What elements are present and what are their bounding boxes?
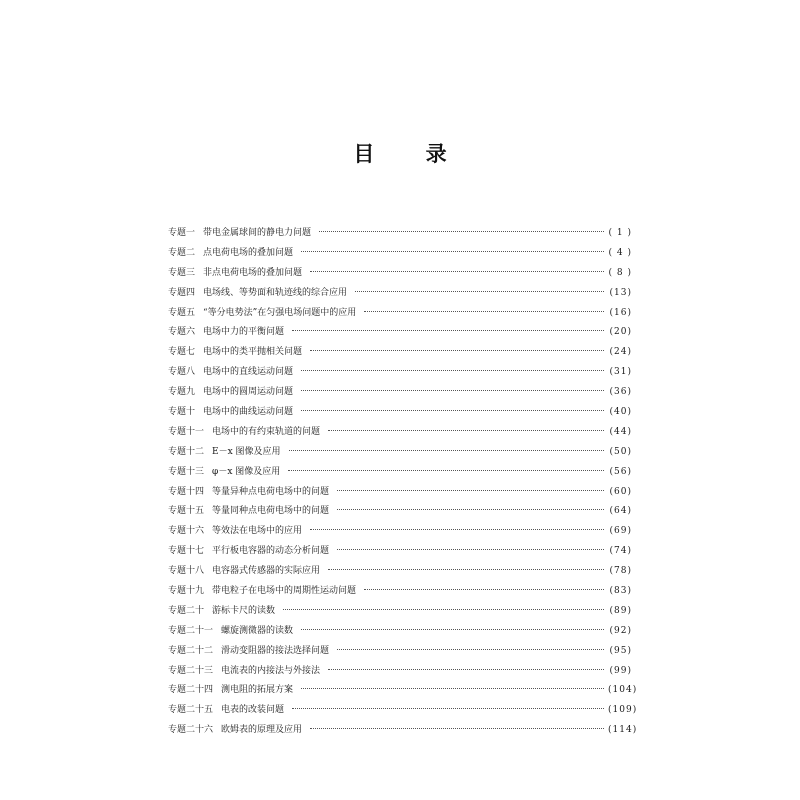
toc-entry-title: 电表的改装问题	[221, 705, 285, 716]
toc-entry-page: ( 1 )	[608, 228, 632, 238]
toc-entry-number: 专题十七	[168, 546, 205, 557]
toc-dot-leader	[283, 608, 604, 610]
toc-entry-page: (95)	[609, 645, 632, 656]
toc-dot-leader	[301, 628, 604, 630]
toc-entry[interactable]	[168, 224, 632, 244]
toc-dot-leader	[292, 707, 604, 709]
toc-dot-leader	[328, 668, 604, 670]
toc-dot-leader	[328, 429, 604, 431]
toc-entry[interactable]	[168, 642, 632, 662]
toc-entry-title: 电场中的曲线运动问题	[203, 407, 294, 418]
toc-entry-number: 专题二十五	[168, 705, 214, 716]
toc-entry-number: 专题六	[168, 327, 196, 338]
toc-entry-number: 专题十六	[168, 526, 205, 537]
toc-entry[interactable]	[168, 602, 632, 622]
toc-entry-title: 带电金属球间的静电力问题	[203, 228, 312, 238]
toc-entry-title: 游标卡尺的读数	[212, 605, 276, 616]
toc-entry-number: 专题二十一	[168, 625, 214, 636]
toc-entry-title: 点电荷电场的叠加问题	[203, 247, 294, 258]
toc-entry-page: (50)	[609, 446, 632, 457]
toc-entry-page: (31)	[609, 367, 632, 378]
toc-entry-title: 滑动变阻器的接法选择问题	[221, 645, 330, 656]
toc-entry-page: (44)	[609, 426, 632, 437]
toc-entry[interactable]	[168, 701, 638, 721]
toc-entry[interactable]	[168, 502, 632, 522]
toc-entry-title: 电容器式传感器的实际应用	[212, 566, 321, 577]
toc-entry[interactable]	[168, 522, 632, 542]
toc-entry[interactable]	[168, 264, 632, 284]
toc-entry-number: 专题十九	[168, 586, 205, 597]
toc-entry-title: 等效法在电场中的应用	[212, 526, 303, 537]
toc-entry-title: 带电粒子在电场中的周期性运动问题	[212, 586, 357, 597]
toc-dot-leader	[301, 369, 604, 371]
toc-entry-number: 专题二十二	[168, 645, 214, 656]
toc-dot-leader	[288, 469, 604, 471]
toc-dot-leader	[301, 409, 604, 411]
toc-entry-number: 专题五	[168, 307, 196, 318]
toc-entry-page: (40)	[609, 407, 632, 418]
toc-entry-number: 专题十一	[168, 426, 205, 437]
toc-entry-number: 专题七	[168, 347, 196, 358]
toc-dot-leader	[310, 349, 604, 351]
toc-entry[interactable]	[168, 284, 632, 304]
toc-dot-leader	[319, 230, 604, 232]
toc-entry-page: (36)	[609, 387, 632, 398]
toc-entry-page: (104)	[608, 685, 638, 696]
toc-dot-leader	[301, 389, 604, 391]
toc-entry[interactable]	[168, 662, 632, 682]
toc-dot-leader	[292, 329, 604, 331]
toc-entry[interactable]	[168, 403, 632, 423]
toc-entry-title: 电场中的类平抛相关问题	[203, 347, 303, 358]
toc-dot-leader	[289, 449, 604, 451]
toc-dot-leader	[310, 528, 604, 530]
toc-dot-leader	[328, 568, 604, 570]
toc-entry-title: 等量同种点电荷电场中的问题	[212, 506, 330, 517]
toc-entry-number: 专题二十三	[168, 665, 214, 676]
toc-entry-title: 电场中的有约束轨道的问题	[212, 426, 321, 437]
toc-entry-page: (20)	[609, 327, 632, 338]
toc-entry[interactable]	[168, 244, 632, 264]
toc-entry[interactable]	[168, 304, 632, 324]
toc-dot-leader	[355, 290, 604, 292]
toc-entry-number: 专题十四	[168, 486, 205, 497]
toc-dot-leader	[310, 727, 604, 729]
toc-entry-number: 专题一	[168, 228, 196, 238]
toc-entry-title: 电流表的内接法与外接法	[221, 665, 321, 676]
toc-entry-page: (60)	[609, 486, 632, 497]
toc-entry[interactable]	[168, 562, 632, 582]
toc-entry-number: 专题二	[168, 247, 196, 258]
toc-entry-number: 专题八	[168, 367, 196, 378]
toc-dot-leader	[301, 250, 604, 252]
toc-entry-title: 非点电荷电场的叠加问题	[203, 267, 303, 278]
toc-entry-title: φ－x 图像及应用	[212, 466, 281, 477]
toc-entry[interactable]	[168, 582, 632, 602]
toc-entry[interactable]	[168, 443, 632, 463]
toc-entry-title: 平行板电容器的动态分析问题	[212, 546, 330, 557]
toc-entry-title: 电场线、等势面和轨迹线的综合应用	[203, 287, 348, 298]
toc-entry-page: (13)	[609, 287, 632, 298]
toc-entry-title: 测电阻的拓展方案	[221, 685, 294, 696]
toc-list	[168, 224, 638, 741]
toc-entry-page: (24)	[609, 347, 632, 358]
toc-entry-title: 电场中的直线运动问题	[203, 367, 294, 378]
page-title: 目 录	[353, 141, 469, 166]
toc-entry-page: (56)	[609, 466, 632, 477]
toc-entry-title: 欧姆表的原理及应用	[221, 725, 303, 736]
toc-entry-title: 电场中力的平衡问题	[203, 327, 285, 338]
toc-entry[interactable]	[168, 622, 632, 642]
toc-entry-number: 专题十	[168, 407, 196, 418]
toc-entry-page: (74)	[609, 546, 632, 557]
toc-dot-leader	[337, 508, 604, 510]
toc-entry-title: 螺旋测微器的读数	[221, 625, 294, 636]
toc-entry[interactable]	[168, 681, 638, 701]
toc-dot-leader	[364, 588, 604, 590]
toc-entry-number: 专题十二	[168, 446, 205, 457]
toc-dot-leader	[337, 648, 604, 650]
toc-entry[interactable]	[168, 542, 632, 562]
toc-entry-number: 专题九	[168, 387, 196, 398]
toc-entry-title: “等分电势法”在匀强电场问题中的应用	[203, 307, 357, 318]
toc-dot-leader	[301, 687, 604, 689]
toc-entry-page: ( 4 )	[608, 247, 632, 258]
toc-entry-page: (89)	[609, 605, 632, 616]
toc-dot-leader	[337, 548, 604, 550]
toc-entry[interactable]	[168, 483, 632, 503]
toc-entry[interactable]	[168, 423, 632, 443]
toc-dot-leader	[337, 489, 604, 491]
toc-entry[interactable]	[168, 463, 632, 483]
toc-entry-page: (114)	[608, 725, 638, 736]
toc-entry-page: (109)	[608, 705, 638, 716]
toc-entry-page: (83)	[609, 586, 632, 597]
toc-entry-number: 专题十三	[168, 466, 205, 477]
toc-entry-page: (78)	[609, 566, 632, 577]
toc-entry[interactable]	[168, 363, 632, 383]
toc-entry-number: 专题二十四	[168, 685, 214, 696]
toc-entry-number: 专题十八	[168, 566, 205, 577]
toc-entry[interactable]	[168, 721, 638, 741]
toc-entry[interactable]	[168, 343, 632, 363]
toc-entry[interactable]	[168, 323, 632, 343]
toc-entry-number: 专题二十六	[168, 725, 214, 736]
toc-dot-leader	[310, 270, 604, 272]
toc-entry-number: 专题四	[168, 287, 196, 298]
toc-entry-page: (69)	[609, 526, 632, 537]
toc-entry-number: 专题二十	[168, 605, 205, 616]
toc-entry[interactable]	[168, 383, 632, 403]
toc-dot-leader	[364, 310, 604, 312]
toc-entry-page: (64)	[609, 506, 632, 517]
toc-entry-page: ( 8 )	[608, 267, 632, 278]
toc-entry-title: E－x 图像及应用	[212, 446, 281, 457]
toc-entry-number: 专题十五	[168, 506, 205, 517]
toc-entry-number: 专题三	[168, 267, 196, 278]
toc-entry-title: 电场中的圆周运动问题	[203, 387, 294, 398]
toc-entry-page: (99)	[609, 665, 632, 676]
toc-entry-title: 等量异种点电荷电场中的问题	[212, 486, 330, 497]
toc-entry-page: (16)	[609, 307, 632, 318]
toc-entry-page: (92)	[609, 625, 632, 636]
